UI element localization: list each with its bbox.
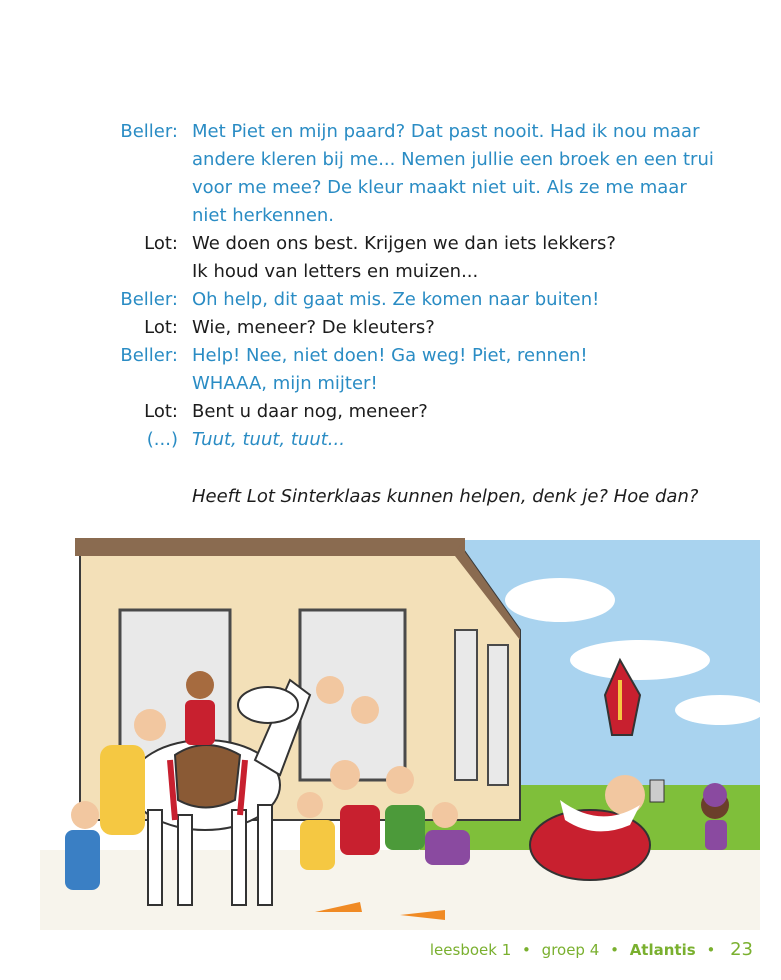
child-on-horse (185, 700, 215, 745)
horse-leg (178, 815, 192, 905)
speaker-label: Beller: (120, 345, 178, 366)
page-number: 23 (730, 939, 753, 960)
illustration-sinterklaas-scene (0, 520, 781, 940)
dialogue-line (0, 342, 781, 370)
dialogue-text: Met Piet en mijn paard? Dat past nooit. Had ik nou maar (192, 121, 700, 142)
reading-question: Heeft Lot Sinterklaas kunnen helpen, denk je? Hoe dan? (192, 486, 699, 507)
dialogue-line (0, 202, 781, 230)
dialogue-text: voor me mee? De kleur maakt niet uit. Als ze me maar (192, 177, 687, 198)
dialogue-line (0, 230, 781, 258)
window (455, 630, 477, 780)
dialogue-line (0, 398, 781, 426)
horse-head (238, 687, 298, 723)
speaker-label: Beller: (120, 289, 178, 310)
dialogue-line (0, 174, 781, 202)
window (488, 645, 508, 785)
dialogue-text: We doen ons best. Krijgen we dan iets lekkers? (192, 233, 616, 254)
dialogue-text: Ik houd van letters en muizen... (192, 261, 479, 282)
speaker-label: Lot: (144, 401, 178, 422)
horse-leg (232, 810, 246, 905)
dialogue-text: niet herkennen. (192, 205, 335, 226)
horse-leg (258, 805, 272, 905)
dialogue-text: Help! Nee, niet doen! Ga weg! Piet, rennen! (192, 345, 588, 366)
cloud (505, 578, 615, 622)
window (300, 610, 405, 780)
footer-book: leesboek 1 (429, 941, 512, 959)
dialogue-line (0, 146, 781, 174)
footer-series: Atlantis (629, 941, 696, 959)
cloud (570, 640, 710, 680)
saddle (175, 745, 240, 808)
child-face (186, 671, 214, 699)
dialogue-text: Tuut, tuut, tuut... (192, 429, 345, 450)
speaker-label: (...) (146, 429, 178, 450)
speaker-label: Lot: (144, 317, 178, 338)
footer-separator: • (706, 941, 716, 959)
mitre-cross (618, 680, 622, 720)
speaker-label: Beller: (120, 121, 178, 142)
dialogue-text: andere kleren bij me... Nemen jullie een broek en een trui (192, 149, 714, 170)
page-footer (430, 939, 753, 960)
dialogue-line (0, 118, 781, 146)
cloud (675, 695, 765, 725)
dialogue (0, 118, 781, 454)
dialogue-line (0, 286, 781, 314)
dialogue-line (0, 314, 781, 342)
footer-separator: • (522, 941, 531, 959)
speaker-label: Lot: (144, 233, 178, 254)
dialogue-text: Wie, meneer? De kleuters? (192, 317, 435, 338)
footer-group: groep 4 (541, 941, 600, 959)
footer-separator: • (610, 941, 619, 959)
dialogue-text: Oh help, dit gaat mis. Ze komen naar buiten! (192, 289, 600, 310)
dialogue-line (0, 370, 781, 398)
horse-leg (148, 810, 162, 905)
roof-edge (75, 538, 465, 556)
dialogue-text: WHAAA, mijn mijter! (192, 373, 378, 394)
dialogue-line (0, 426, 781, 454)
dialogue-line (0, 258, 781, 286)
dialogue-text: Bent u daar nog, meneer? (192, 401, 428, 422)
